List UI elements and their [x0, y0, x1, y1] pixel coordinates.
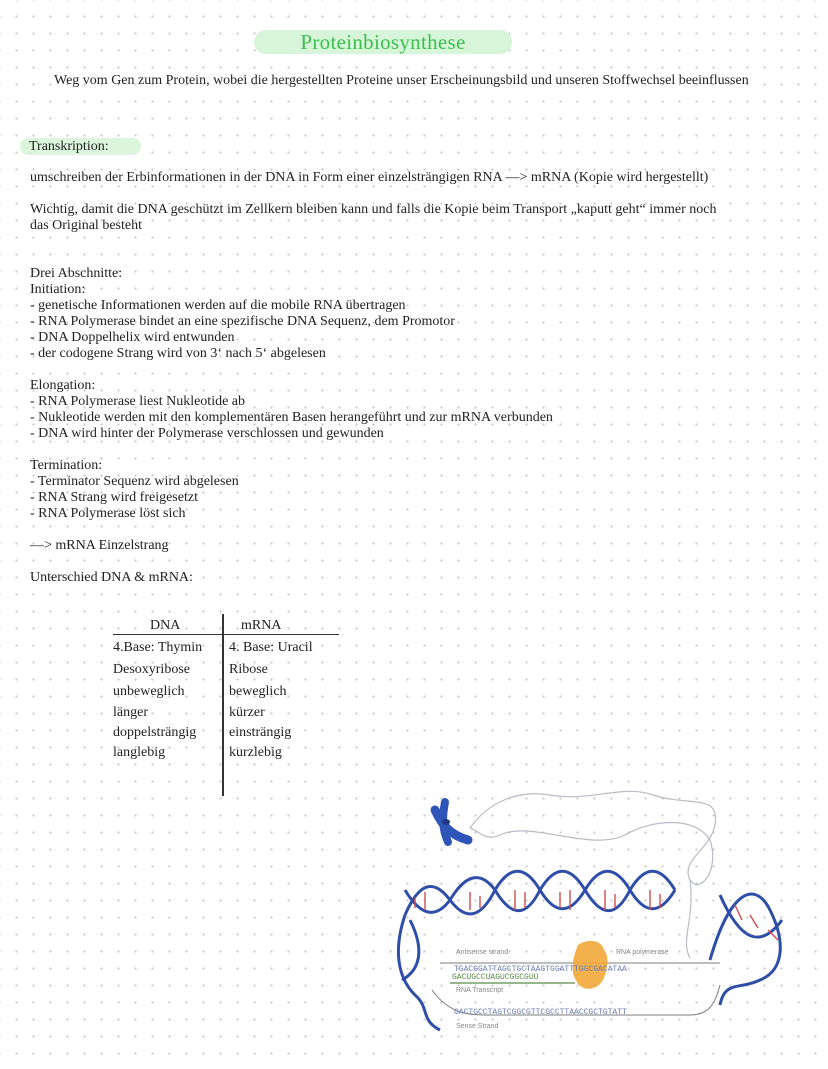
result-line: —> mRNA Einzelstrang [30, 538, 169, 553]
dna-helix-left [398, 915, 440, 1030]
initiation-item: - DNA Doppelhelix wird entwunden [30, 330, 235, 345]
elongation-item: - RNA Polymerase liest Nukleotide ab [30, 394, 246, 409]
phases-intro: Drei Abschnitte: [30, 266, 123, 281]
table-cell-dna: 4.Base: Thymin [113, 640, 203, 655]
paragraph-copy: umschreiben der Erbinformationen in der DNA in Form einer einzelsträngigen RNA —> mRNA (Kopie wird hergestellt) [30, 170, 709, 185]
initiation-title: Initiation: [30, 282, 86, 297]
sense-sequence: GACTGCCTAGTCGGCGTTCGCCTTAACCGCTGTATT [454, 1008, 627, 1017]
rna-transcript-label: RNA Transcript [456, 987, 504, 994]
termination-item: - RNA Polymerase löst sich [30, 506, 186, 521]
chromatin-thread [686, 880, 691, 958]
table-cell-dna: langlebig [113, 745, 166, 760]
initiation-item: - RNA Polymerase bindet an eine spezifische DNA Sequenz, dem Promotor [30, 314, 455, 329]
table-cell-mrna: 4. Base: Uracil [229, 640, 313, 655]
termination-item: - Terminator Sequenz wird abgelesen [30, 474, 239, 489]
chromosome-icon [435, 802, 468, 842]
table-divider-horizontal [113, 634, 339, 635]
elongation-item: - DNA wird hinter der Polymerase verschlossen und gewunden [30, 426, 384, 441]
table-cell-dna: länger [113, 705, 148, 720]
initiation-item: - der codogene Strang wird von 3‘ nach 5‘ abgelesen [30, 346, 326, 361]
antisense-sequence: TGACGGATTAGCTGCTAAGTGGATTTGGCGACATAA [454, 965, 627, 974]
antisense-strand-label: Antisense strand [456, 949, 509, 956]
comparison-table [113, 614, 343, 796]
table-cell-mrna: Ribose [229, 662, 268, 677]
table-header-mrna: mRNA [241, 618, 282, 633]
dna-helix-upper [405, 871, 675, 915]
elongation-title: Elongation: [30, 378, 96, 393]
table-cell-mrna: einsträngig [229, 725, 292, 740]
table-cell-mrna: kurzlebig [229, 745, 282, 760]
termination-title: Termination: [30, 458, 103, 473]
table-divider-vertical [222, 614, 224, 796]
initiation-item: - genetische Informationen werden auf die mobile RNA übertragen [30, 298, 406, 313]
table-cell-dna: doppelsträngig [113, 725, 197, 740]
difference-heading: Unterschied DNA & mRNA: [30, 570, 193, 585]
section-heading-transkription: Transkription: [20, 138, 141, 155]
table-cell-mrna: beweglich [229, 684, 287, 699]
table-cell-dna: unbeweglich [113, 684, 185, 699]
chromatin-thread [470, 791, 716, 884]
table-cell-mrna: kürzer [229, 705, 265, 720]
termination-item: - RNA Strang wird freigesetzt [30, 490, 198, 505]
sense-strand-label: Sense Strand [456, 1023, 499, 1030]
paragraph-reason: Wichtig, damit die DNA geschützt im Zellkern bleiben kann und falls die Kopie beim Transport „kaputt geht“ immer noch das Original besteht [30, 202, 717, 233]
rna-sequence: GACUGCCUAGUCGGCGUU [452, 973, 539, 982]
transcription-diagram [390, 780, 810, 1065]
dna-helix-right [710, 894, 782, 1005]
table-header-dna: DNA [150, 618, 181, 633]
page-title: Proteinbiosynthese [254, 30, 512, 54]
table-cell-dna: Desoxyribose [113, 662, 190, 677]
intro-text: Weg vom Gen zum Protein, wobei die hergestellten Proteine unser Erscheinungsbild und unseren Stoffwechsel beeinflussen [54, 73, 749, 88]
rna-polymerase-label: RNA polymerase [616, 949, 669, 956]
elongation-item: - Nukleotide werden mit den komplementären Basen herangeführt und zur mRNA verbunden [30, 410, 553, 425]
